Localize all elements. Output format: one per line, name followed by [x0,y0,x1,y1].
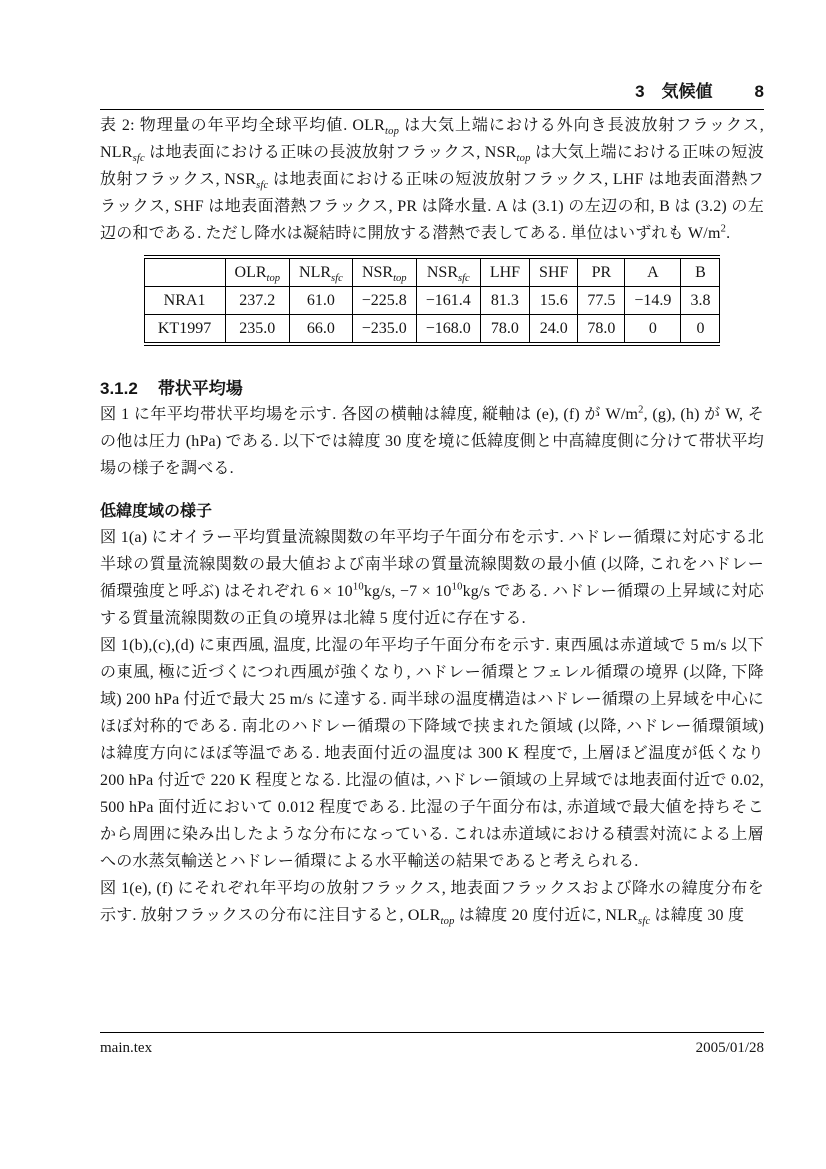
table-header-cell: PR [578,259,625,287]
header-page-number: 8 [754,82,764,101]
table-cell: 237.2 [225,287,289,315]
table-row [144,315,720,343]
section-number: 3.1.2 [100,379,138,398]
table-cell: 0 [625,315,681,343]
footer-rule [100,1032,764,1033]
paragraph-fig1bcd: 図 1(b),(c),(d) に東西風, 温度, 比湿の年平均子午面分布を示す. 東西風は赤道域で 5 m/s 以下の東風, 極に近づくにつれ西風が強くなり, ハドレー循環とフェレル循環の境界 (以降, 下降域) 200 hPa 付近で最大 25 m/s に達する. 両半球の温度構造はハドレー循環の上昇域を中心にほぼ対称的である. 南北のハドレー循環の下降域で挟まれた領域 (以降, ハドレー循環領域) は緯度方向にほぼ等温である. 地表面付近の温度は 300 K 程度で, 上層ほど温度が低くなり 200 hPa 付近で 220 K 程度となる. 比湿の値は, ハドレー領域の上昇域では地表面付近で 0.02, 500 hPa 面付近において 0.012 程度である. 比湿の子午面分布は, 赤道域で最大値を持ちそこから周囲に染み出したような分布になっている. これは赤道域における積雲対流による上層への水蒸気輸送とハドレー循環による水平輸送の結果であると考えられる. [100,637,764,870]
footer-filename: main.tex [100,1040,153,1056]
data-table [144,258,721,343]
table-cell: 24.0 [530,315,578,343]
table-cell: 77.5 [578,287,625,315]
table-cell: 81.3 [480,287,529,315]
table-header-cell: A [625,259,681,287]
table-cell: 3.8 [681,287,720,315]
table-cell: −161.4 [416,287,480,315]
text-column [100,112,764,929]
table-header-cell: LHF [480,259,529,287]
table-row [144,287,720,315]
table-row-label: KT1997 [144,315,225,343]
table-cell: 235.0 [225,315,289,343]
table-header-cell: $OLR_{top}$ [225,259,289,287]
table-cell: −235.0 [352,315,416,343]
data-table-frame [144,255,721,346]
section-title: 帯状平均場 [157,379,243,398]
subsection-heading: 低緯度域の様子 [100,503,213,520]
footer-date: 2005/01/28 [695,1040,764,1056]
paragraph-fig1ef: 図 1(e), (f) にそれぞれ年平均の放射フラックス, 地表面フラックスおよび降水の緯度分布を示す. 放射フラックスの分布に注目すると, $OLR_{top}$ は緯度 20 度付近に, $NLR_{sfc}$ は緯度 30 度 [100,880,764,928]
paragraph-zonal-mean: 図 1 に年平均帯状平均場を示す. 各図の横軸は緯度, 縦軸は (e), (f) が $W/m^2$, (g), (h) が W, その他は圧力 (hPa) である. 以下では緯度 30 度を境に低緯度側と中高緯度側に分けて帯状平均場の様子を調べる. [100,404,764,477]
running-head [100,82,764,110]
table-cell: −168.0 [416,315,480,343]
table-header-cell: B [681,259,720,287]
header-section-title: 気候値 [661,82,713,101]
table-row-label: NRA1 [144,287,225,315]
table-header-row [144,259,720,287]
table-cell: 78.0 [480,315,529,343]
table-header-cell [144,259,225,287]
footer-row [100,1039,764,1057]
table-cell: −14.9 [625,287,681,315]
page-footer [100,1032,764,1057]
table-cell: 0 [681,315,720,343]
table-header-cell: $NLR_{sfc}$ [290,259,353,287]
header-rule [100,109,764,110]
table-cell: 61.0 [290,287,353,315]
table-header-cell: $NSR_{top}$ [352,259,416,287]
table-container [100,255,764,351]
table-header-cell: SHF [530,259,578,287]
section-heading [100,377,764,401]
header-section-number: 3 [635,82,645,101]
table-cell: −225.8 [352,287,416,315]
table-cell: 66.0 [290,315,353,343]
table-cell: 15.6 [530,287,578,315]
table-header-cell: $NSR_{sfc}$ [416,259,480,287]
running-head-row [100,82,764,102]
paragraph-fig1a: 図 1(a) にオイラー平均質量流線関数の年平均子午面分布を示す. ハドレー循環に対応する北半球の質量流線関数の最大値および南半球の質量流線関数の最小値 (以降, これをハドレー循環強度と呼ぶ) はそれぞれ $6 \times 10^{10}kg/s$, $-7 \times 10^{10}kg/s$ である. ハドレー循環の上昇域に対応する質量流線関数の正負の境界は北緯 5 度付近に存在する. [100,529,764,627]
table-caption: 表 2: 物理量の年平均全球平均値. $OLR_{top}$ は大気上端における外向き長波放射フラックス, $NLR_{sfc}$ は地表面における正味の長波放射フラックス, $NSR_{top}$ は大気上端における正味の短波放射フラックス, $NSR_{sfc}$ は地表面における正味の短波放射フラックス, LHF は地表面潜熱フラックス, SHF は地表面潜熱フラックス, PR は降水量. A は (3.1) の左辺の和, B は (3.2) の左辺の和である. ただし降水は凝結時に開放する潜熱で表してある. 単位はいずれも $W/m^2$. [100,117,764,242]
table-cell: 78.0 [578,315,625,343]
